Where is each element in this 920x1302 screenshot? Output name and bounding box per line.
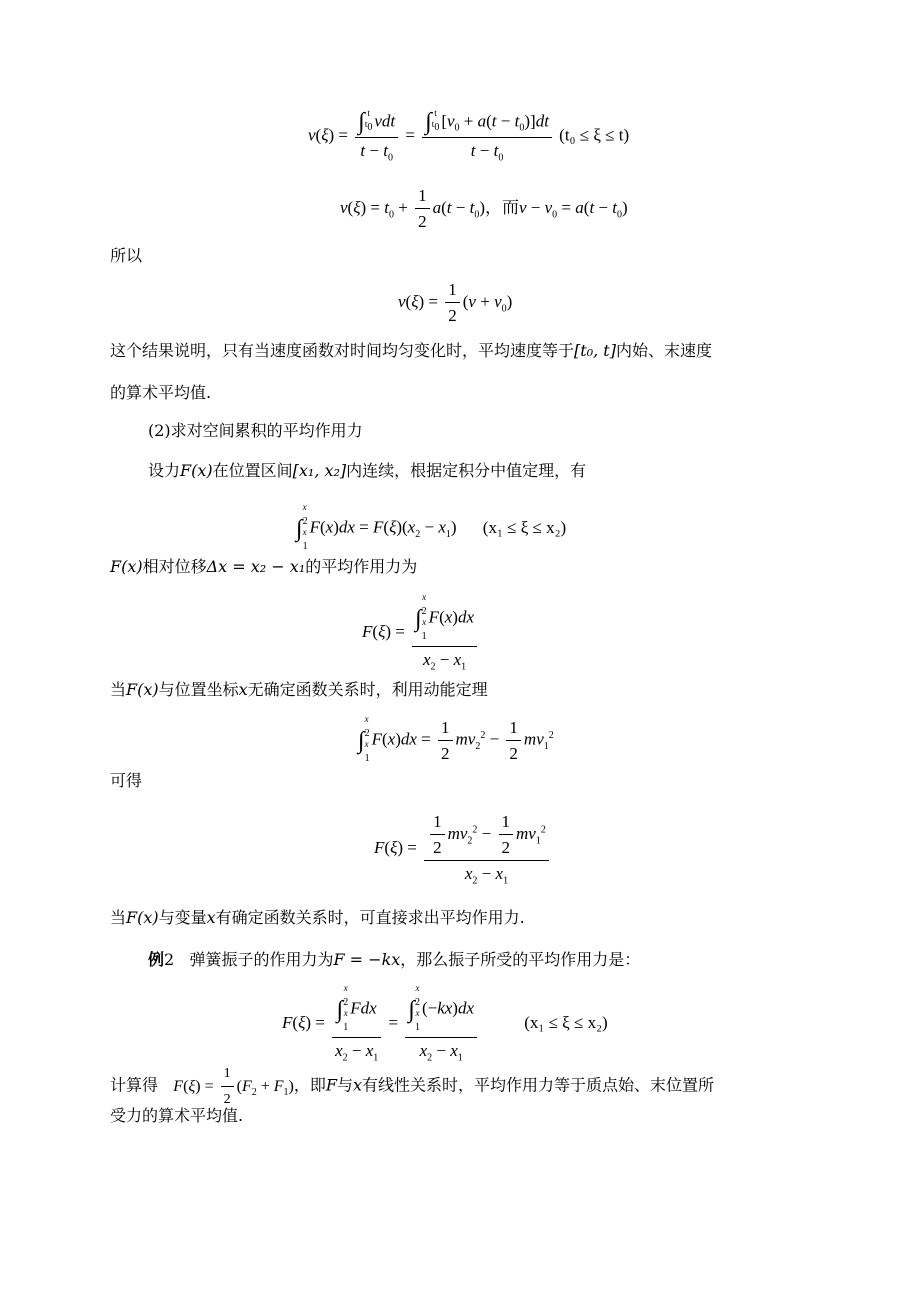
direct-b: 与变量 (158, 908, 207, 927)
force-intro-c: 内连续，根据定积分中值定理，有 (346, 461, 587, 480)
force-interval: [x₁, x₂] (292, 461, 347, 480)
equation-average-force: F(ξ) = ∫ x $_2$ x $_1$ F(x)dx $x_2 - x_1$ (362, 594, 480, 672)
example-force: F = −kx (333, 950, 401, 969)
force-intro-b: 在位置区间 (212, 461, 293, 480)
paragraph-force-intro (148, 461, 586, 481)
example-b: ，那么振子所受的平均作用力是： (400, 950, 641, 969)
paragraph-calc-line2: 受力的算术平均值. (110, 1106, 244, 1125)
eq8-condition: (x₁ ≤ ξ ≤ x₂) (524, 1012, 608, 1032)
calc-d: 有线性关系时，平均作用力等于质点始、末位置所 (362, 1075, 715, 1095)
eq1-condition: (t₀ ≤ ξ ≤ t) (559, 125, 630, 145)
avg-force-c: 的平均作用力为 (305, 557, 418, 576)
example-label: 例 (148, 950, 165, 969)
paragraph-avg-force (110, 557, 417, 577)
calc-a: 计算得 (110, 1075, 159, 1095)
force-fx: F(x) (180, 461, 213, 480)
calc-c: 与 (336, 1075, 353, 1095)
force-intro-a: 设力 (148, 461, 181, 480)
calc-x: x (353, 1075, 363, 1095)
calc-b: ，即 (293, 1075, 326, 1095)
calc-f: F (325, 1075, 337, 1095)
kinetic-c: 无确定函数关系时，利用动能定理 (247, 680, 488, 699)
inline-equation-result: F(ξ) = $\frac{1}{2}$ $(F_2 + F_1)$ (173, 1066, 294, 1107)
equation-mean-velocity: v(ξ) = ∫ t $t_0$ vdt $t - t_0$ = ∫ t $t_0$ $[v_0 + a(t - t_0)]dt$ $t - t_0$ (t₀ ≤ ξ ≤ t) (308, 108, 630, 164)
equation-average-force-energy: F(ξ) = $\frac{1}{2}$ $mv_2^2$ − $\frac{1}{2}$ $mv_1^2$ $x_2 - x_1$ (374, 812, 552, 886)
equation-mean-value-theorem: ∫ x $_2$ x $_1$ $F(x)dx = F(\xi)(x_2 - x_1) (x_1 \le \xi \le x_2)$ (296, 502, 567, 552)
paragraph-kinetic-theorem (110, 680, 488, 700)
direct-c: 有确定函数关系时，可直接求出平均作用力. (215, 908, 525, 927)
kinetic-x: x (238, 680, 248, 699)
direct-x: x (206, 908, 216, 927)
section-heading-2: (2)求对空间累积的平均作用力 (148, 421, 363, 440)
result-text-2: 内始、末速度 (615, 341, 712, 360)
result-text-1: 这个结果说明，只有当速度函数对时间均匀变化时，平均速度等于 (110, 341, 575, 360)
direct-a: 当 (110, 908, 127, 927)
text-suoyi: 所以 (110, 246, 143, 265)
equation-velocity-average: v(ξ) = $\frac{1}{2}$ $(v + v_0)$ (398, 280, 513, 325)
paragraph-result-line1 (110, 341, 712, 361)
paragraph-result-line2: 的算术平均值. (110, 383, 212, 402)
avg-force-fx: F(x) (110, 557, 143, 576)
paragraph-direct-force (110, 908, 525, 928)
eq4-condition: (x₁ ≤ ξ ≤ x₂) (482, 517, 567, 537)
text-kede: 可得 (110, 771, 143, 790)
interval-t: [t₀, t] (574, 341, 616, 360)
kinetic-a: 当 (110, 680, 127, 699)
direct-fx: F(x) (126, 908, 159, 927)
avg-force-b: 相对位移 (142, 557, 207, 576)
kinetic-b: 与位置坐标 (158, 680, 239, 699)
equation-work-energy: ∫ x $_2$ x $_1$ F(x)dx = $\frac{1}{2}$ $mv_2^2$ − $\frac{1}{2}$ $mv_1^2$ (358, 714, 554, 764)
avg-force-displacement: Δx = x₂ − x₁ (206, 557, 306, 576)
eq2-conjunction: ，而 (484, 197, 519, 217)
paragraph-example-2 (148, 950, 640, 970)
equation-velocity-relation: $v(\xi) = t_0$ + $\frac{1}{2}$ $a(t - t_0)$，而$v - v_0 = a(t - t_0)$ (340, 186, 628, 231)
example-number: 2 (164, 950, 175, 969)
paragraph-calc-line1 (110, 1064, 714, 1110)
equation-spring-average: F(ξ) = ∫ x $_2$ x $_1$ Fdx $x_2 - x_1$ = ∫ x $_2$ x $_1$ (−kx)dx $x_2 - x_1$ (x₁ ≤ ξ ≤ x₂) (282, 983, 608, 1063)
kinetic-fx: F(x) (126, 680, 159, 699)
example-a: 弹簧振子的作用力为 (189, 950, 334, 969)
